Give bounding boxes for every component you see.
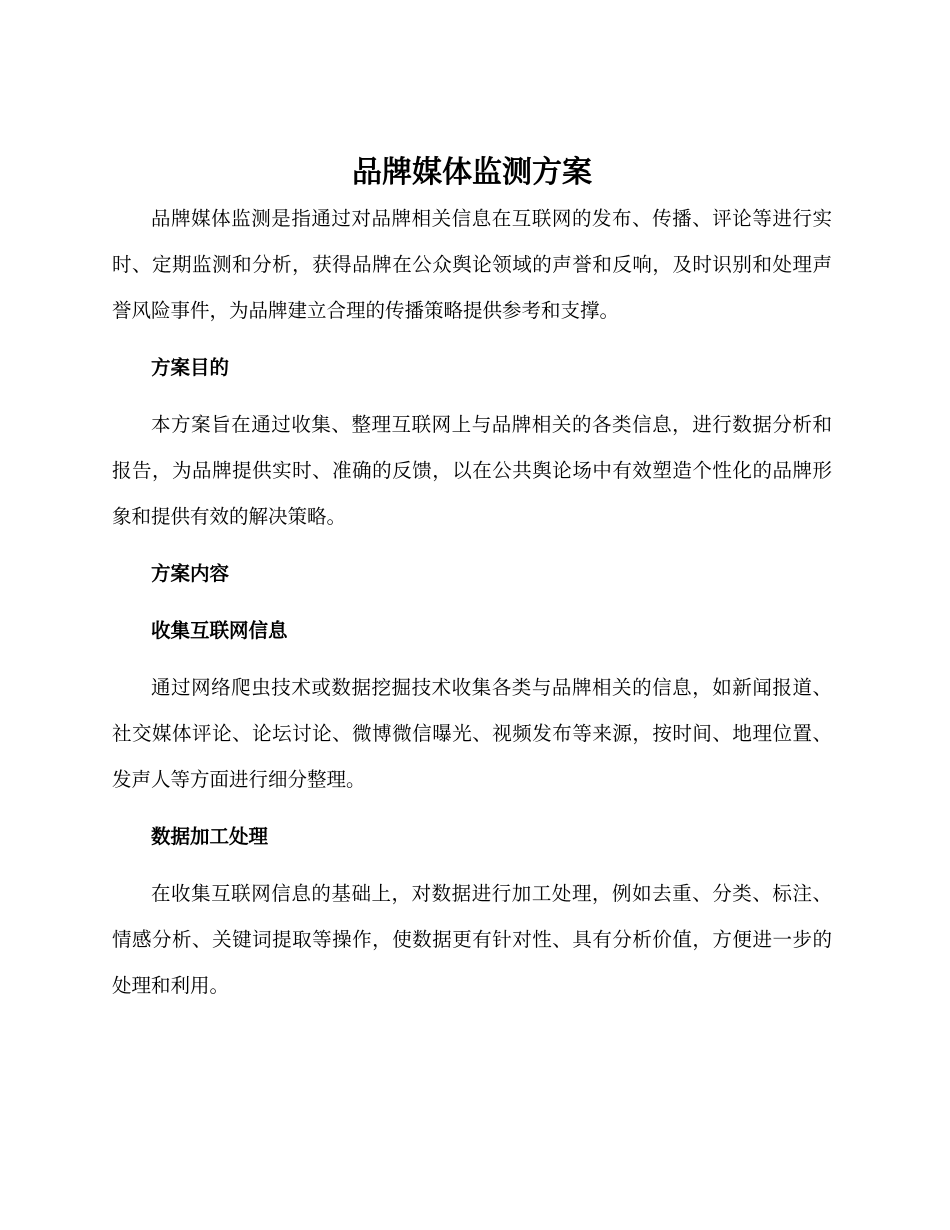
- spacer: [112, 391, 832, 402]
- spacer: [112, 654, 832, 665]
- intro-paragraph: 品牌媒体监测是指通过对品牌相关信息在互联网的发布、传播、评论等进行实时、定期监测和分析，获得品牌在公众舆论领域的声誉和反响，及时识别和处理声誉风险事件，为品牌建立合理的传播策略提供参考和支撑。: [112, 207, 832, 322]
- heading-process: 数据加工处理: [151, 825, 269, 848]
- spacer: [112, 597, 832, 608]
- process-paragraph: 在收集互联网信息的基础上，对数据进行加工处理，例如去重、分类、标注、情感分析、关键词提取等操作，使数据更有针对性、具有分析价值，方便进一步的处理和利用。: [112, 882, 832, 997]
- collect-paragraph: 通过网络爬虫技术或数据挖掘技术收集各类与品牌相关的信息，如新闻报道、社交媒体评论、论坛讨论、微博微信曝光、视频发布等来源，按时间、地理位置、发声人等方面进行细分整理。: [112, 676, 832, 791]
- document-title: 品牌媒体监测方案: [352, 155, 592, 190]
- purpose-paragraph: 本方案旨在通过收集、整理互联网上与品牌相关的各类信息，进行数据分析和报告，为品牌提供实时、准确的反馈，以在公共舆论场中有效塑造个性化的品牌形象和提供有效的解决策略。: [112, 413, 832, 528]
- heading-content: 方案内容: [151, 562, 230, 585]
- spacer: [112, 334, 832, 345]
- heading-collect: 收集互联网信息: [151, 619, 288, 642]
- spacer: [112, 540, 832, 551]
- heading-purpose: 方案目的: [151, 356, 230, 379]
- spacer: [112, 860, 832, 871]
- spacer: [112, 803, 832, 814]
- document-page: [112, 150, 832, 1009]
